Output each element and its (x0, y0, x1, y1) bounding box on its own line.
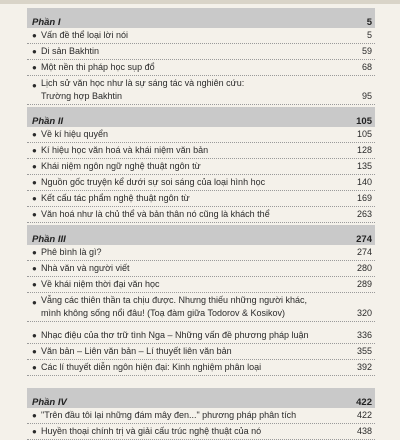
entry-title: Nguồn gốc truyện kể dưới sự soi sáng của loại hình học (41, 177, 266, 187)
entry-page-number: 68 (361, 62, 372, 72)
toc-entry[interactable] (27, 60, 375, 76)
bullet-icon: ● (32, 298, 37, 307)
entry-page-number: 169 (356, 193, 372, 203)
toc-entry[interactable] (27, 322, 375, 344)
entry-page-number: 320 (356, 308, 372, 318)
toc-entry[interactable] (27, 191, 375, 207)
toc-entry[interactable] (27, 143, 375, 159)
toc-entry[interactable] (27, 408, 375, 424)
entry-page-number: 336 (356, 330, 372, 340)
bullet-icon: ● (32, 31, 37, 40)
entry-page-number: 95 (361, 91, 372, 101)
bullet-icon: ● (32, 81, 37, 90)
entry-page-number: 280 (356, 263, 372, 273)
toc-entry[interactable] (27, 207, 375, 223)
entry-title: Về kí hiệu quyển (41, 129, 109, 139)
bullet-icon: ● (32, 47, 37, 56)
entry-title: Kí hiệu học văn hoá và khái niệm văn bản (41, 145, 209, 155)
entry-title: Văn bản – Liên văn bản – Lí thuyết liên văn bản (41, 346, 232, 356)
entry-title (41, 76, 359, 104)
entry-page-number: 438 (356, 426, 372, 436)
bullet-icon: ● (32, 347, 37, 356)
entry-page-number: 355 (356, 346, 372, 356)
part-page-number: 274 (356, 234, 372, 245)
bullet-icon: ● (32, 280, 37, 289)
part-page-number: 422 (356, 397, 372, 408)
bullet-icon: ● (32, 411, 37, 420)
entry-page-number: 422 (356, 410, 372, 420)
part-page-number: 105 (356, 116, 372, 127)
part-title: Phần I (32, 17, 61, 28)
bullet-icon: ● (32, 146, 37, 155)
bullet-icon: ● (32, 194, 37, 203)
bullet-icon: ● (32, 210, 37, 219)
entry-title: Nhà văn và người viết (41, 263, 130, 273)
entry-title: Vấn đề thể loại lời nói (41, 30, 128, 40)
entry-page-number: 392 (356, 362, 372, 372)
toc-entry[interactable] (27, 261, 375, 277)
toc-entry[interactable] (27, 293, 375, 322)
bullet-icon: ● (32, 264, 37, 273)
part-heading (27, 225, 375, 245)
table-of-contents (27, 6, 375, 440)
entry-title: Về khái niệm thời đại văn học (41, 279, 160, 289)
toc-entry[interactable] (27, 76, 375, 105)
entry-page-number: 59 (361, 46, 372, 56)
entry-title-line: mình không sống nổi đâu! (Toạ đàm giữa Todorov & Kosikov) (41, 308, 285, 318)
page-top-edge (0, 0, 400, 4)
bullet-icon: ● (32, 130, 37, 139)
entry-title: Phê bình là gì? (41, 247, 102, 257)
entry-title: Văn hoá như là chủ thể và bản thân nó cũng là khách thể (41, 209, 270, 219)
toc-entry[interactable] (27, 175, 375, 191)
bullet-icon: ● (32, 427, 37, 436)
part-page-number: 5 (366, 17, 372, 28)
part-heading (27, 107, 375, 127)
toc-entry[interactable] (27, 28, 375, 44)
part-title: Phần III (32, 234, 66, 245)
bullet-icon: ● (32, 178, 37, 187)
entry-page-number: 5 (366, 30, 372, 40)
entry-page-number: 128 (356, 145, 372, 155)
toc-entry[interactable] (27, 424, 375, 440)
toc-entry[interactable] (27, 159, 375, 175)
entry-title: Một nền thi pháp học sụp đổ (41, 62, 155, 72)
entry-title: "Trên đầu tôi lại những đám mây đen..." phương pháp phân tích (41, 410, 297, 420)
entry-title (41, 293, 354, 321)
toc-entry[interactable] (27, 344, 375, 360)
entry-page-number: 135 (356, 161, 372, 171)
toc-entry[interactable] (27, 277, 375, 293)
entry-title: Kết cấu tác phẩm nghệ thuật ngôn từ (41, 193, 190, 203)
part-heading (27, 8, 375, 28)
bullet-icon: ● (32, 331, 37, 340)
entry-title: Khái niệm ngôn ngữ nghệ thuật ngôn từ (41, 161, 201, 171)
entry-title: Nhạc điệu của thơ trữ tình Nga – Những vấn đề phương pháp luận (41, 330, 309, 340)
entry-page-number: 289 (356, 279, 372, 289)
toc-entry[interactable] (27, 245, 375, 261)
entry-title: Các lí thuyết diễn ngôn hiện đại: Kinh nghiệm phân loại (41, 362, 262, 372)
entry-page-number: 105 (356, 129, 372, 139)
entry-page-number: 140 (356, 177, 372, 187)
entry-title-line: Vẫng các thiên thần ta chịu được. Nhưng thiếu những người khác, (41, 295, 308, 305)
part-title: Phần II (32, 116, 64, 127)
toc-entry[interactable] (27, 127, 375, 143)
entry-title-line: Trường hợp Bakhtin (41, 91, 123, 101)
part-heading (27, 388, 375, 408)
entry-title: Huyền thoại chính trị và giải cấu trúc nghệ thuật của nó (41, 426, 262, 436)
bullet-icon: ● (32, 248, 37, 257)
entry-title: Di sản Bakhtin (41, 46, 100, 56)
entry-title-line: Lịch sử văn học như là sự sáng tác và nghiên cứu: (41, 78, 245, 88)
toc-entry[interactable] (27, 360, 375, 376)
entry-page-number: 263 (356, 209, 372, 219)
toc-entry[interactable] (27, 44, 375, 60)
entry-page-number: 274 (356, 247, 372, 257)
bullet-icon: ● (32, 63, 37, 72)
bullet-icon: ● (32, 363, 37, 372)
part-title: Phần IV (32, 397, 67, 408)
bullet-icon: ● (32, 162, 37, 171)
